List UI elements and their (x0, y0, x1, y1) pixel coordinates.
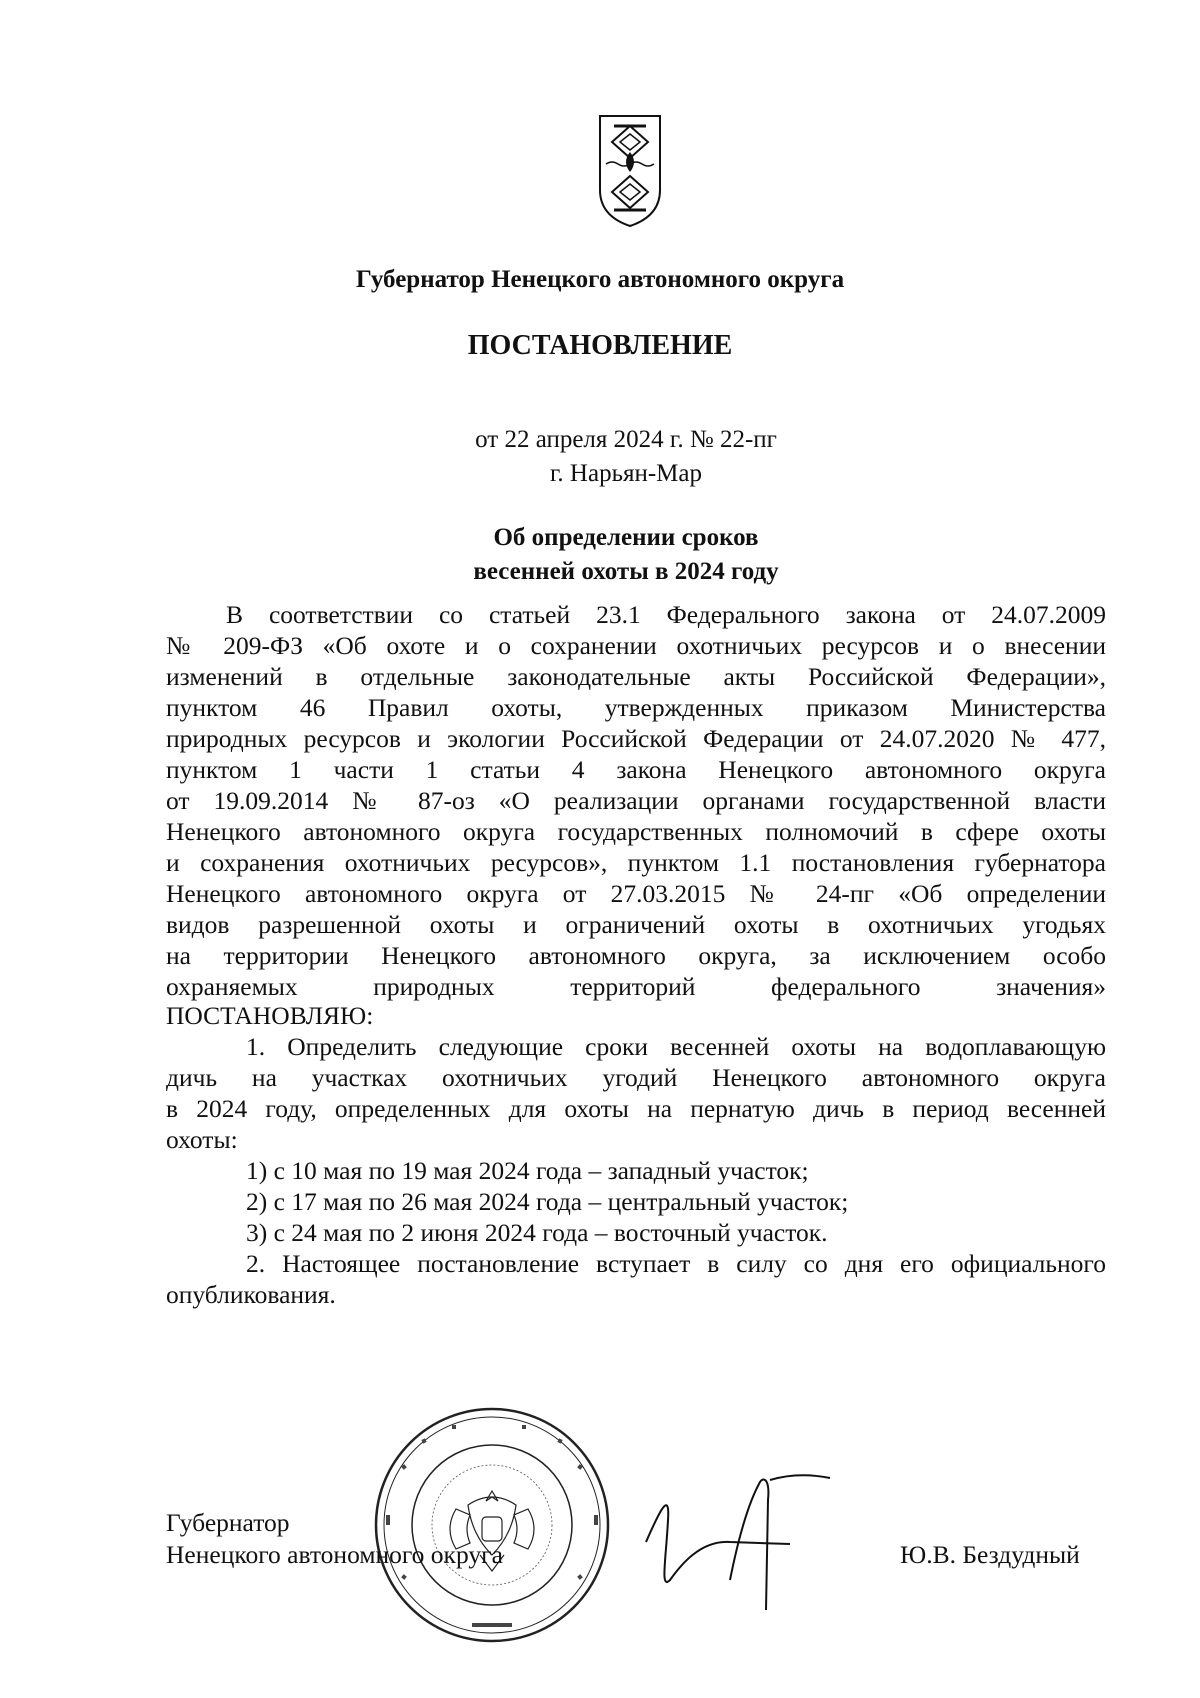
body-line: Ненецкого автономного округа от 27.03.2015 № 24-пг «Об определении (166, 879, 1106, 908)
body-line: на территории Ненецкого автономного округа, за исключением особо (166, 941, 1106, 970)
body-line: дичь на участках охотничьих угодий Ненецкого автономного округа (166, 1063, 1106, 1092)
body-line: охраняемых природных территорий федерального значения» (166, 972, 1106, 1001)
document-title-line-1: Об определении сроков (493, 524, 759, 551)
official-seal-icon (372, 1405, 612, 1645)
body-line: № 209-ФЗ «Об охоте и о сохранении охотничьих ресурсов и о внесении (166, 631, 1106, 660)
body-line: Ненецкого автономного округа государственных полномочий в сфере охоты (166, 817, 1106, 846)
issuer-heading: Губернатор Ненецкого автономного округа (355, 266, 845, 293)
body-line: видов разрешенной охоты и ограничений охоты в охотничьих угодьях (166, 910, 1106, 939)
document-title-line-2: весенней охоты в 2024 году (473, 558, 779, 585)
body-line: опубликования. (166, 1280, 336, 1309)
body-line: 1. Определить следующие сроки весенней охоты на водоплавающую (246, 1032, 1106, 1061)
list-item: 1) с 10 мая по 19 мая 2024 года – западный участок; (246, 1156, 809, 1185)
body-line: природных ресурсов и экологии Российской Федерации от 24.07.2020 № 477, (166, 724, 1106, 753)
body-line: В соответствии со статьей 23.1 Федерального закона от 24.07.2009 (226, 600, 1106, 629)
signer-position-line-1: Губернатор (166, 1508, 290, 1537)
body-line: 2. Настоящее постановление вступает в силу со дня его официального (246, 1249, 1106, 1278)
list-item: 2) с 17 мая по 26 мая 2024 года – центральный участок; (246, 1187, 849, 1216)
document-type: ПОСТАНОВЛЕНИЕ (467, 330, 733, 361)
body-line: изменений в отдельные законодательные акты Российской Федерации», (166, 662, 1106, 691)
body-line: пунктом 1 части 1 статьи 4 закона Ненецкого автономного округа (166, 755, 1106, 784)
signer-name: Ю.В. Бездудный (900, 1540, 1080, 1569)
body-line: охоты: (166, 1125, 238, 1154)
body-line: от 19.09.2014 № 87-оз «О реализации органами государственной власти (166, 786, 1106, 815)
coat-of-arms-icon (596, 112, 664, 230)
document-date-number: от 22 апреля 2024 г. № 22-пг (475, 426, 777, 453)
signer-position-line-2: Ненецкого автономного округа (166, 1540, 503, 1569)
handwritten-signature (640, 1470, 840, 1620)
resolve-word: ПОСТАНОВЛЯЮ: (166, 1001, 374, 1030)
body-line: и сохранения охотничьих ресурсов», пунктом 1.1 постановления губернатора (166, 848, 1106, 877)
body-line: пунктом 46 Правил охоты, утвержденных приказом Министерства (166, 693, 1106, 722)
body-line: в 2024 году, определенных для охоты на пернатую дичь в период весенней (166, 1094, 1106, 1123)
document-city: г. Нарьян-Мар (549, 460, 702, 487)
list-item: 3) с 24 мая по 2 июня 2024 года – восточный участок. (246, 1218, 828, 1247)
